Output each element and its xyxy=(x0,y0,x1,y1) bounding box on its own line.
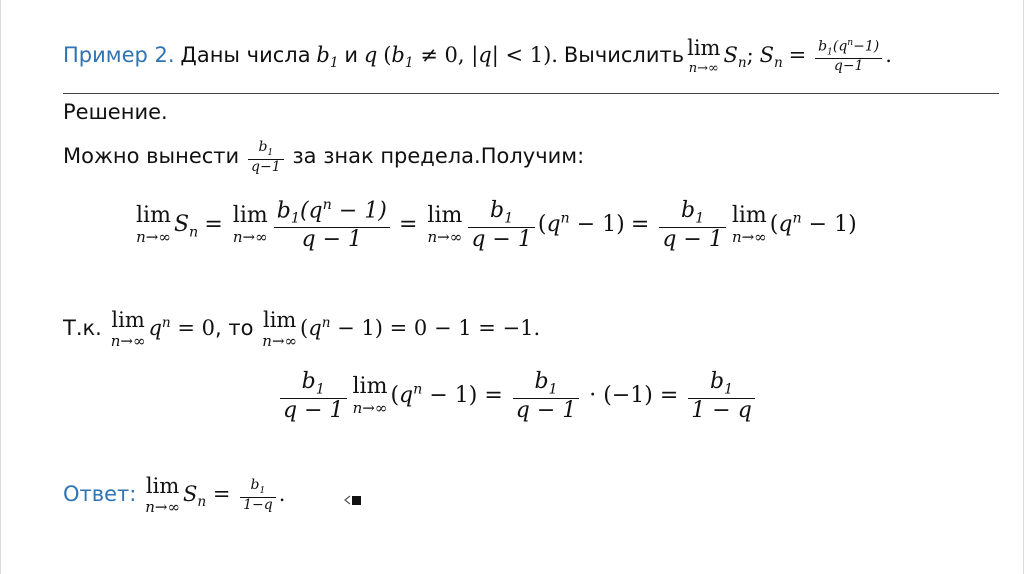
fraction: $\frac{b_1(q^n-1)}{q-1}$ xyxy=(815,39,882,74)
problem-statement: Пример 2. Даны числа $b_1$ и q ($b_1 \ne 0$, |q| < 1). Вычислить lim n→∞ $S_n$; $S_n$ = $\frac{b_1(q^n-1)}{q-1}$ . xyxy=(63,36,892,76)
main-equation: lim n→∞ $S_n$ = lim n→∞ $\frac{b_1(q^n - 1)}{q - 1}$ = lim n→∞ $\frac{b_1}{q - 1}$ $(q^n - 1)$ = $\frac{b_1}{q - 1}$ lim n→∞ $(q^n - 1)$ xyxy=(136,197,857,253)
problem-given-text: Даны числа xyxy=(180,43,311,68)
step1-tail: за знак предела.Получим: xyxy=(292,143,585,168)
example-label: Пример 2. xyxy=(63,43,175,68)
fraction: $\frac{b_1}{q - 1}$ xyxy=(659,199,726,252)
limit-operator: lim n→∞ xyxy=(687,36,721,76)
step1-text: Можно вынести xyxy=(63,143,240,168)
compute-word: Вычислить xyxy=(563,43,685,68)
step1-line xyxy=(63,140,584,175)
since-word: Т.к. xyxy=(63,316,102,341)
and-word: и xyxy=(344,43,359,68)
fraction: $\frac{b_1}{q - 1}$ xyxy=(513,370,580,423)
fraction: $\frac{b_1}{1-q}$ xyxy=(240,478,276,513)
since-line: Т.к. lim n→∞ $q^n = 0$, то lim n→∞ $(q^n - 1) = 0 - 1 = -1$. xyxy=(63,308,541,350)
limit-operator: lim n→∞ xyxy=(262,308,298,350)
fraction: $\frac{b_1}{1 - q}$ xyxy=(688,370,755,423)
answer-label: Ответ: xyxy=(63,482,137,507)
fraction: $\frac{b_1(q^n - 1)}{q - 1}$ xyxy=(274,198,390,252)
limit-operator: lim n→∞ xyxy=(110,308,146,350)
limit-operator: lim n→∞ xyxy=(427,202,463,246)
limit-operator: lim n→∞ xyxy=(352,374,388,418)
limit-operator: lim n→∞ xyxy=(232,202,268,246)
limit-operator: lim n→∞ xyxy=(136,202,171,246)
second-equation: $\frac{b_1}{q - 1}$ lim n→∞ $(q^n - 1)$ = $\frac{b_1}{q - 1}$ · (−1) = $\frac{b_1}{1 - q}$ xyxy=(277,370,758,423)
answer-line: Ответ: lim n→∞ $S_n$ = $\frac{b_1}{1-q}$ . xyxy=(63,474,286,516)
fraction: $\frac{b_1}{q - 1}$ xyxy=(468,199,535,252)
fraction: $\frac{b_1}{q-1}$ xyxy=(248,140,284,175)
solution-label: Решение. xyxy=(63,100,168,124)
end-of-proof-icon xyxy=(344,493,364,507)
limit-operator: lim n→∞ xyxy=(731,202,767,246)
then-word: , то xyxy=(215,316,254,341)
limit-operator: lim n→∞ xyxy=(145,474,180,516)
header-divider xyxy=(63,93,999,94)
fraction: $\frac{b_1}{q - 1}$ xyxy=(280,370,347,423)
